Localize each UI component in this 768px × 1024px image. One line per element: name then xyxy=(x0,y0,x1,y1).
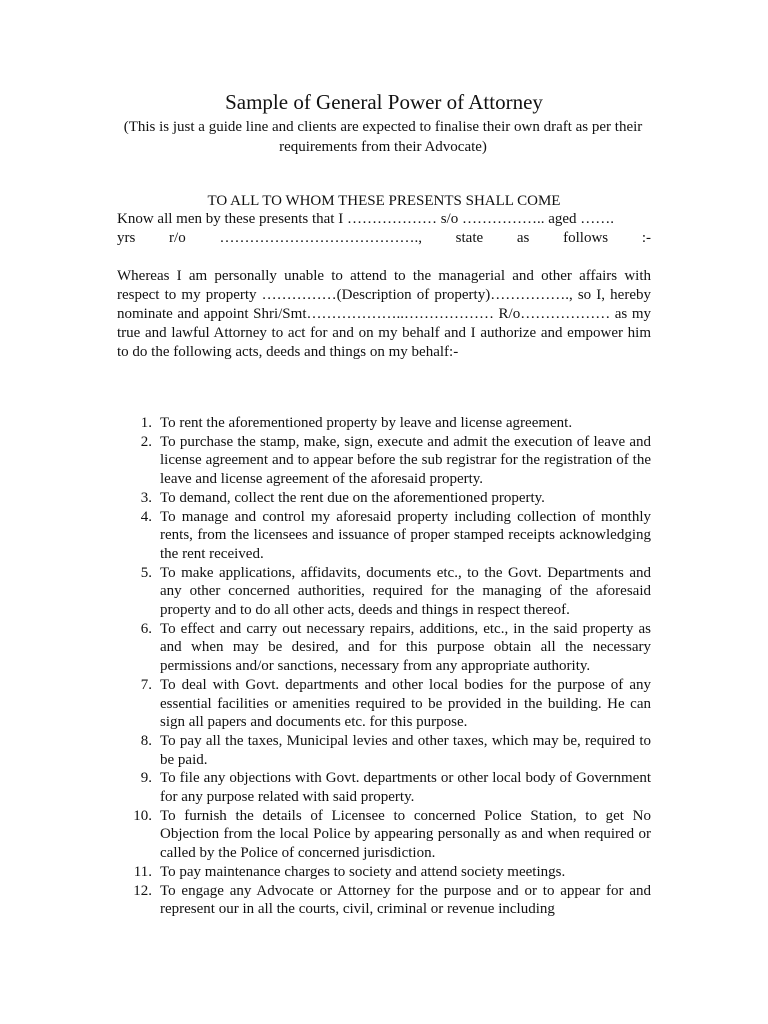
list-item-number: 12. xyxy=(133,882,152,899)
intro-line-1: Know all men by these presents that I ……………… s/o …………….. aged ……. xyxy=(117,211,615,227)
list-item-number: 3. xyxy=(140,489,152,506)
list-item-number: 7. xyxy=(140,676,152,693)
list-item-text: To pay all the taxes, Municipal levies and other taxes, which may be, required to be paid. xyxy=(160,732,651,768)
list-item-text: To make applications, affidavits, documents etc., to the Govt. Departments and any other concerned authorities, required for the managing of the aforesaid property and to do all other acts, deeds and things in respect thereof. xyxy=(160,564,651,619)
whereas-paragraph: Whereas I am personally unable to attend to the managerial and other affairs with respect to my property ……………(Description of property)……………., so I, hereby nominate and appoint Shri/Smt………………..……………… R/o……………… as my true and lawful Attorney to act for and on my behalf and I authorize and empower him to do the following acts, deeds and things on my behalf:- xyxy=(117,268,651,360)
list-item xyxy=(117,489,651,508)
list-item xyxy=(117,564,651,620)
list-item xyxy=(117,676,651,732)
list-item-text: To file any objections with Govt. departments or other local body of Government for any purpose related with said property. xyxy=(160,770,651,806)
list-item-number: 6. xyxy=(140,620,152,637)
document-subtitle: (This is just a guide line and clients are expected to finalise their own draft as per their requirements from their Advocate) xyxy=(123,119,643,155)
list-item xyxy=(117,807,651,863)
list-item-text: To purchase the stamp, make, sign, execute and admit the execution of leave and license agreement and to appear before the sub registrar for the registration of the leave and license agreement of the aforesaid property. xyxy=(160,433,651,488)
intro-line-2: yrs r/o …………………………………., state as follows :- xyxy=(117,230,651,246)
list-item-text: To demand, collect the rent due on the aforementioned property. xyxy=(160,489,545,506)
list-item xyxy=(117,620,651,676)
list-item-text: To manage and control my aforesaid property including collection of monthly rents, from the licensees and issuance of proper stamped receipts acknowledging the rent received. xyxy=(160,508,651,562)
list-item xyxy=(117,863,651,882)
list-item-number: 9. xyxy=(140,770,152,787)
list-item-text: To deal with Govt. departments and other local bodies for the purpose of any essential facilities or amenities required to be provided in the building. He can sign all papers and documents etc. for this purpose. xyxy=(160,676,651,731)
document-heading: TO ALL TO WHOM THESE PRESENTS SHALL COME xyxy=(207,193,561,209)
list-item xyxy=(117,433,651,489)
list-item-text: To furnish the details of Licensee to concerned Police Station, to get No Objection from the local Police by appearing personally as and when required or called by the Police of concerned jurisdiction. xyxy=(160,807,651,862)
list-item xyxy=(117,882,651,919)
list-item-text: To engage any Advocate or Attorney for the purpose and or to appear for and represent our in all the courts, civil, criminal or revenue including xyxy=(160,882,651,918)
list-item-text: To rent the aforementioned property by leave and license agreement. xyxy=(160,415,573,431)
list-item xyxy=(117,508,651,564)
list-item-number: 1. xyxy=(140,415,152,431)
document-title: Sample of General Power of Attorney xyxy=(225,90,543,114)
list-item xyxy=(117,769,651,806)
list-item-number: 4. xyxy=(140,508,152,525)
list-item-number: 2. xyxy=(140,433,152,450)
list-item-text: To effect and carry out necessary repairs, additions, etc., in the said property as and when may be desired, and for this purpose obtain all the necessary permissions and/or sanctions, necessary from any appropriate authority. xyxy=(160,620,651,675)
list-item xyxy=(117,414,651,433)
list-item-number: 10. xyxy=(133,807,152,824)
list-item-number: 8. xyxy=(140,732,152,749)
list-item xyxy=(117,732,651,769)
list-item-number: 5. xyxy=(140,564,152,581)
intro-paragraph xyxy=(117,210,651,248)
acts-list xyxy=(117,414,651,919)
list-item-text: To pay maintenance charges to society and attend society meetings. xyxy=(160,863,566,880)
list-item-number: 11. xyxy=(133,863,152,880)
